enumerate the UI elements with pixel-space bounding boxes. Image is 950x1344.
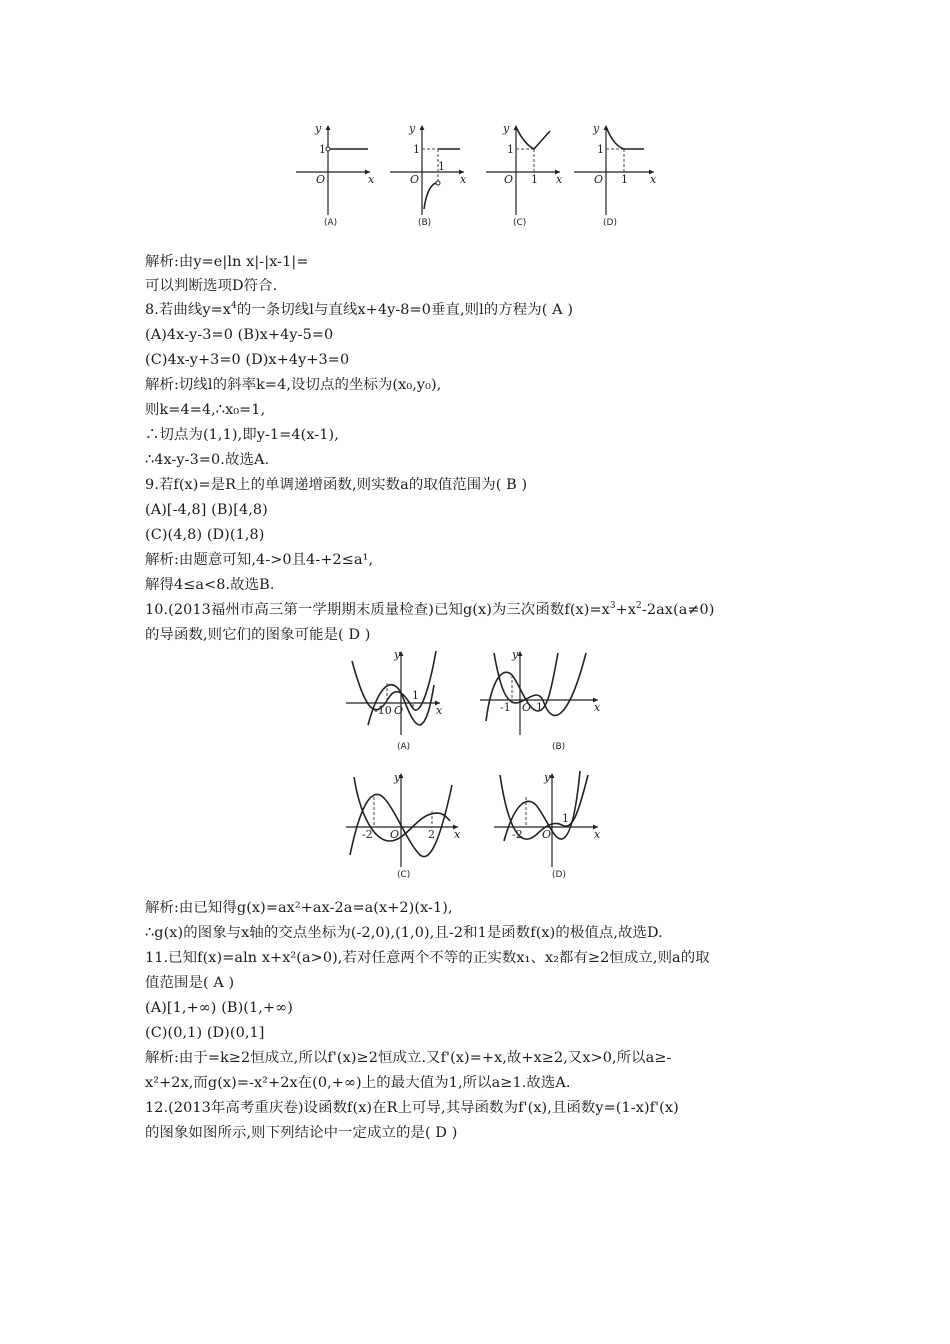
neg1-label: -1 xyxy=(500,701,511,714)
origin-label: O xyxy=(504,173,514,186)
caption-b: (B) xyxy=(418,218,432,228)
origin-label: O xyxy=(394,704,404,717)
origin-label: O xyxy=(542,828,552,841)
one-label: 1 xyxy=(412,689,419,702)
q10-stem-1 xyxy=(145,600,715,620)
one-label: 1 xyxy=(562,812,569,825)
one-label: 1 xyxy=(507,143,514,156)
q7-solution-line1: 解析:由y=e|ln x|-|x-1|= xyxy=(145,254,309,270)
origin-label: O xyxy=(390,828,400,841)
q8-stem-a: 8.若曲线y=x xyxy=(145,302,232,318)
neg2-label: -2 xyxy=(512,828,523,841)
x-label: x xyxy=(650,173,657,186)
caption-a: (A) xyxy=(397,742,411,752)
y-label: y xyxy=(315,122,322,135)
q10-stem-1b: +x xyxy=(615,602,637,618)
q8-solution-1: 解析:切线l的斜率k=4,设切点的坐标为(x₀,y₀), xyxy=(145,377,442,393)
one-label: 1 xyxy=(597,143,604,156)
x-label: x xyxy=(436,704,443,717)
caption-d: (D) xyxy=(552,870,566,880)
q9-solution-2: 解得4≤a<8.故选B. xyxy=(145,577,275,593)
x-label: x xyxy=(594,701,601,714)
one-label: 1 xyxy=(438,160,445,173)
q10-figure xyxy=(340,645,610,885)
x-label: x xyxy=(460,173,467,186)
q8-solution-2: 则k=4=4,∴x₀=1, xyxy=(145,402,266,418)
one-label: 1 xyxy=(536,701,543,714)
y-label: y xyxy=(394,648,401,661)
q11-solution-1: 解析:由于=k≥2恒成立,所以f'(x)≥2恒成立.又f'(x)=+x,故+x≥2,又x>0,所以a≥- xyxy=(145,1050,672,1066)
q7-solution-line2: 可以判断选项D符合. xyxy=(145,278,278,294)
x-label: x xyxy=(368,173,375,186)
x-label: x xyxy=(556,173,563,186)
graph-c xyxy=(486,122,563,228)
caption-c: (C) xyxy=(397,870,411,880)
one-label: 1 xyxy=(531,173,538,186)
q11-options-2: (C)(0,1) (D)(0,1] xyxy=(145,1025,265,1041)
q10-graph-d xyxy=(494,771,601,880)
q10-stem-sup1: 3 xyxy=(609,601,616,612)
q8-stem-sup: 4 xyxy=(231,301,237,312)
y-label: y xyxy=(409,122,416,135)
neg10-label: -10 xyxy=(374,704,392,717)
graph-d xyxy=(574,122,657,228)
graph-a xyxy=(296,122,375,228)
one-label: 1 xyxy=(319,143,326,156)
neg2-label: -2 xyxy=(362,828,373,841)
origin-label: O xyxy=(316,173,326,186)
q9-solution-1: 解析:由题意可知,4->0且4-+2≤a¹, xyxy=(145,552,374,568)
q12-stem-2: 的图象如图所示,则下列结论中一定成立的是( D ) xyxy=(145,1125,458,1141)
caption-d: (D) xyxy=(603,218,617,228)
origin-label: O xyxy=(594,173,604,186)
q9-options-2: (C)(4,8) (D)(1,8) xyxy=(145,527,265,543)
caption-a: (A) xyxy=(324,218,338,228)
one-label: 1 xyxy=(621,173,628,186)
q8-stem xyxy=(145,300,573,320)
q10-solution-1: 解析:由已知得g(x)=ax²+ax-2a=a(x+2)(x-1), xyxy=(145,900,453,916)
q8-solution-3: ∴切点为(1,1),即y-1=4(x-1), xyxy=(145,427,339,443)
q11-stem-2: 值范围是( A ) xyxy=(145,975,235,991)
y-label: y xyxy=(512,648,519,661)
q11-solution-2: x²+2x,而g(x)=-x²+2x在(0,+∞)上的最大值为1,所以a≥1.故选A. xyxy=(145,1075,571,1091)
two-label: 2 xyxy=(428,828,435,841)
q10-stem-1a: 10.(2013福州市高三第一学期期末质量检查)已知g(x)为三次函数f(x)=x xyxy=(145,602,610,618)
q10-stem-sup2: 2 xyxy=(636,601,642,612)
origin-label: O xyxy=(522,701,532,714)
q10-graph-a xyxy=(346,648,443,752)
q8-options-1: (A)4x-y-3=0 (B)x+4y-5=0 xyxy=(145,327,334,343)
q10-stem-1c: -2ax(a≠0) xyxy=(641,602,715,618)
x-label: x xyxy=(594,828,601,841)
q10-solution-2: ∴g(x)的图象与x轴的交点坐标为(-2,0),(1,0),且-2和1是函数f(x)的极值点,故选D. xyxy=(145,925,663,941)
q9-stem: 9.若f(x)=是R上的单调递增函数,则实数a的取值范围为( B ) xyxy=(145,477,528,493)
graph-b xyxy=(390,122,467,228)
q10-stem-2: 的导函数,则它们的图象可能是( D ) xyxy=(145,627,371,643)
origin-label: O xyxy=(410,173,420,186)
y-label: y xyxy=(593,122,600,135)
q8-solution-4: ∴4x-y-3=0.故选A. xyxy=(145,452,270,468)
q10-graph-c xyxy=(346,771,461,880)
q10-graph-b xyxy=(480,648,601,752)
caption-b: (B) xyxy=(552,742,566,752)
q8-options-2: (C)4x-y+3=0 (D)x+4y+3=0 xyxy=(145,352,350,368)
q7-figure xyxy=(288,115,668,235)
y-label: y xyxy=(503,122,510,135)
q11-options-1: (A)[1,+∞) (B)(1,+∞) xyxy=(145,1000,293,1016)
caption-c: (C) xyxy=(513,218,527,228)
one-label: 1 xyxy=(413,143,420,156)
y-label: y xyxy=(394,771,401,784)
q9-options-1: (A)[-4,8] (B)[4,8) xyxy=(145,502,268,518)
q8-stem-b: 的一条切线l与直线x+4y-8=0垂直,则l的方程为( A ) xyxy=(236,302,574,318)
q12-stem-1: 12.(2013年高考重庆卷)设函数f(x)在R上可导,其导函数为f'(x),且函数y=(1-x)f'(x) xyxy=(145,1100,679,1116)
x-label: x xyxy=(454,828,461,841)
q11-stem-1: 11.已知f(x)=aln x+x²(a>0),若对任意两个不等的正实数x₁、x₂都有≥2恒成立,则a的取 xyxy=(145,950,710,966)
y-label: y xyxy=(544,771,551,784)
